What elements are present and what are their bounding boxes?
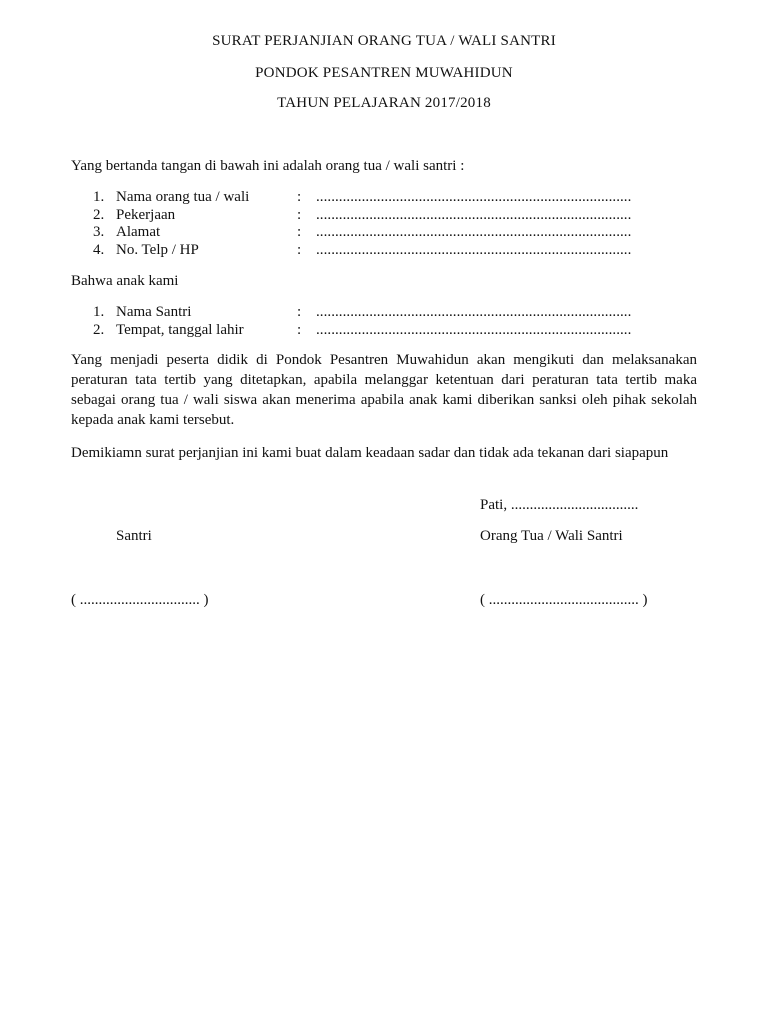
field-label: Tempat, tanggal lahir	[116, 321, 244, 338]
field-colon: :	[297, 206, 302, 223]
field-blank: ...................................................................................	[316, 206, 632, 223]
signer-role-right: Orang Tua / Wali Santri	[480, 528, 623, 544]
intro-text: Yang bertanda tangan di bawah ini adalah orang tua / wali santri :	[71, 158, 465, 174]
field-label: Pekerjaan	[116, 206, 176, 223]
item-number: 1.	[93, 189, 105, 205]
child-fields-list	[71, 302, 697, 337]
field-blank: ...................................................................................	[316, 304, 632, 320]
title-line-2: PONDOK PESANTREN MUWAHIDUN	[255, 65, 513, 81]
item-number: 2.	[93, 321, 105, 338]
list-item	[71, 222, 697, 240]
item-number: 4.	[93, 241, 105, 258]
title-line-3: TAHUN PELAJARAN 2017/2018	[277, 95, 491, 111]
child-intro-text: Bahwa anak kami	[71, 273, 179, 289]
field-colon: :	[297, 224, 302, 240]
item-number: 3.	[93, 224, 105, 240]
field-label: Alamat	[116, 224, 161, 240]
field-blank: ...................................................................................	[316, 241, 632, 258]
field-colon: :	[297, 321, 302, 338]
list-item	[71, 320, 697, 338]
field-blank: ...................................................................................	[316, 224, 632, 240]
field-colon: :	[297, 189, 302, 205]
signature-blank-right: ( ........................................ )	[480, 592, 648, 608]
field-label: No. Telp / HP	[116, 241, 199, 258]
list-item	[71, 205, 697, 223]
list-item	[71, 302, 697, 320]
signer-role-left: Santri	[116, 528, 152, 544]
field-label: Nama orang tua / wali	[116, 189, 250, 205]
field-colon: :	[297, 304, 302, 320]
parent-fields-list	[71, 187, 697, 257]
field-blank: ...................................................................................	[316, 321, 632, 338]
list-item	[71, 187, 697, 205]
field-label: Nama Santri	[116, 304, 192, 320]
place-date-line: Pati, ..................................	[480, 497, 639, 513]
item-number: 2.	[93, 206, 105, 223]
title-line-1: SURAT PERJANJIAN ORANG TUA / WALI SANTRI	[212, 33, 556, 49]
body-paragraph: Yang menjadi peserta didik di Pondok Pesantren Muwahidun akan mengikuti dan melaksanakan peraturan tata tertib yang ditetapkan, apabila melanggar ketentuan dari peraturan tata tertib maka sebagai orang tua / wali siswa akan menerima apabila anak kami diberikan sanksi oleh pihak sekolah kepada anak kami tersebut.	[71, 352, 697, 428]
list-item	[71, 240, 697, 258]
field-blank: ...................................................................................	[316, 189, 632, 205]
signature-blank-left: ( ................................ )	[71, 592, 209, 608]
item-number: 1.	[93, 304, 105, 320]
field-colon: :	[297, 241, 302, 258]
closing-paragraph: Demikiamn surat perjanjian ini kami buat dalam keadaan sadar dan tidak ada tekanan dari siapapun	[71, 445, 669, 461]
